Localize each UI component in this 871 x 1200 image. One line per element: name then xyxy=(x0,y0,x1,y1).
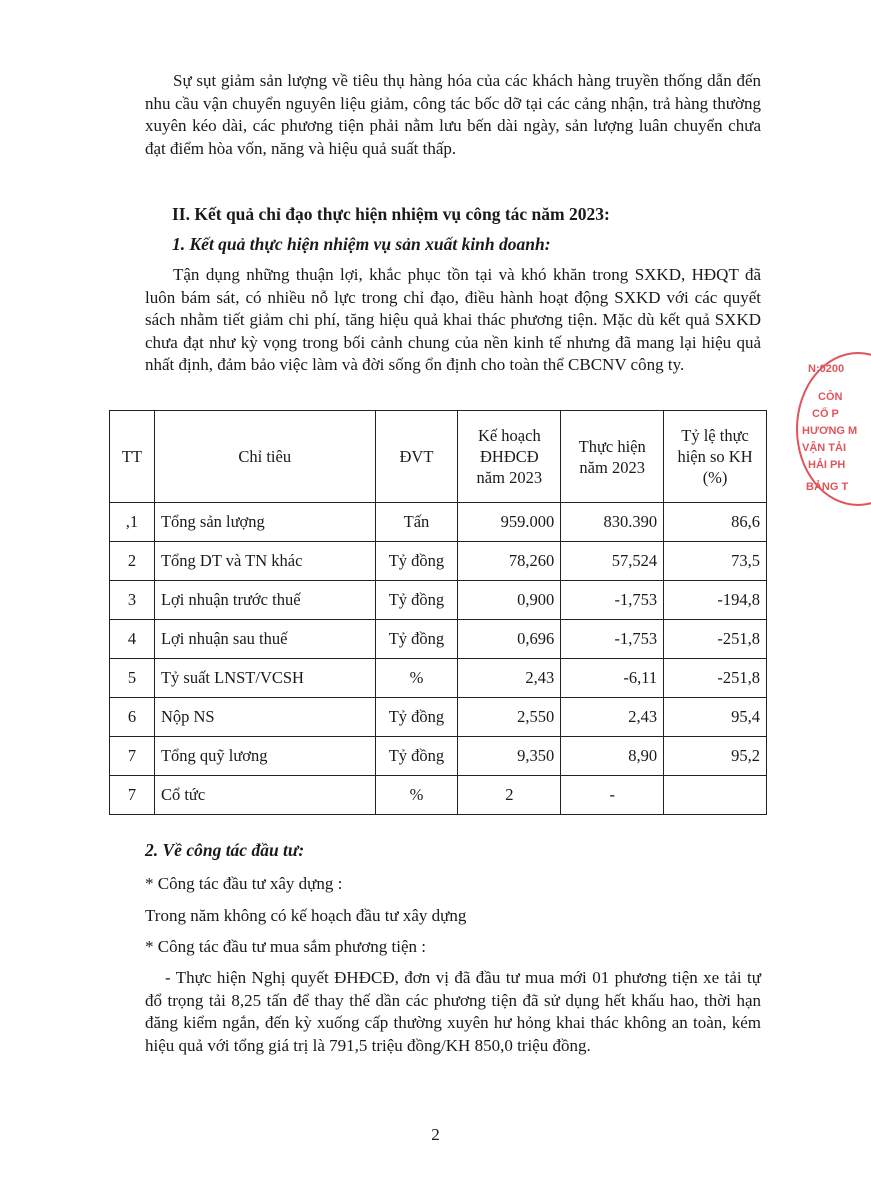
company-seal xyxy=(796,352,871,506)
header-tt: TT xyxy=(110,411,155,503)
seal-text: HƯƠNG M xyxy=(802,425,858,437)
row-indicator: Tỷ suất LNST/VCSH xyxy=(154,659,375,698)
row-actual-value: 830.390 xyxy=(561,503,664,542)
row-unit: % xyxy=(375,659,458,698)
row-number: 7 xyxy=(110,776,155,815)
row-actual-value: - xyxy=(561,776,664,815)
subsection-heading-investment: 2. Về công tác đầu tư: xyxy=(145,840,305,860)
row-number: 7 xyxy=(110,737,155,776)
row-plan-value: 2 xyxy=(458,776,561,815)
row-number: 4 xyxy=(110,620,155,659)
row-plan-value: 959.000 xyxy=(458,503,561,542)
table-header-row xyxy=(110,411,767,503)
row-unit: Tỷ đồng xyxy=(375,737,458,776)
row-unit: Tỷ đồng xyxy=(375,542,458,581)
row-indicator: Cổ tức xyxy=(154,776,375,815)
construction-investment-text: Trong năm không có kế hoạch đầu tư xây dựng xyxy=(145,906,467,925)
row-plan-value: 0,696 xyxy=(458,620,561,659)
investment-detail-paragraph: - Thực hiện Nghị quyết ĐHĐCĐ, đơn vị đã đầu tư mua mới 01 phương tiện xe tải tự đổ trọng tải 8,25 tấn để thay thế dần các phương tiện đã sử dụng hết khấu hao, thời hạn đăng kiểm ngắn, đến kỳ xuống cấp thường xuyên hư hỏng khai thác không an toàn, kém hiệu quả với tổng giá trị là 791,5 triệu đồng/KH 850,0 triệu đồng. xyxy=(145,968,761,1055)
row-number: 2 xyxy=(110,542,155,581)
row-unit: Tỷ đồng xyxy=(375,698,458,737)
row-actual-value: 57,524 xyxy=(561,542,664,581)
header-actual: Thực hiện năm 2023 xyxy=(561,411,664,503)
row-indicator: Tổng DT và TN khác xyxy=(154,542,375,581)
intro-paragraph: Sự sụt giảm sản lượng về tiêu thụ hàng hóa của các khách hàng truyền thống dẫn đến nhu cầu vận chuyển nguyên liệu giảm, công tác bốc dỡ tại các cảng nhận, trả hàng thường xuyên kéo dài, các phương tiện phải nằm lưu bến dài ngày, sản lượng luân chuyển chưa đạt điểm hòa vốn, năng và hiệu quả suất thấp. xyxy=(145,71,761,158)
row-plan-value: 2,43 xyxy=(458,659,561,698)
row-ratio-value: 86,6 xyxy=(664,503,767,542)
row-actual-value: -6,11 xyxy=(561,659,664,698)
row-indicator: Lợi nhuận trước thuế xyxy=(154,581,375,620)
seal-text: BẢNG T xyxy=(806,481,849,493)
table-row xyxy=(110,620,767,659)
row-ratio-value: 73,5 xyxy=(664,542,767,581)
row-plan-value: 2,550 xyxy=(458,698,561,737)
row-indicator: Tổng quỹ lương xyxy=(154,737,375,776)
row-plan-value: 0,900 xyxy=(458,581,561,620)
row-number: 6 xyxy=(110,698,155,737)
table-row xyxy=(110,776,767,815)
row-ratio-value: 95,2 xyxy=(664,737,767,776)
row-indicator: Lợi nhuận sau thuế xyxy=(154,620,375,659)
vehicle-investment-label: * Công tác đầu tư mua sắm phương tiện : xyxy=(145,937,426,956)
results-table xyxy=(109,410,767,815)
header-ratio: Tỷ lệ thực hiện so KH (%) xyxy=(664,411,767,503)
row-actual-value: -1,753 xyxy=(561,581,664,620)
row-plan-value: 9,350 xyxy=(458,737,561,776)
table-row xyxy=(110,659,767,698)
row-unit: Tỷ đồng xyxy=(375,581,458,620)
subsection-heading-business: 1. Kết quả thực hiện nhiệm vụ sản xuất kinh doanh: xyxy=(172,234,551,254)
row-unit: Tấn xyxy=(375,503,458,542)
row-number: 3 xyxy=(110,581,155,620)
row-unit: % xyxy=(375,776,458,815)
row-actual-value: -1,753 xyxy=(561,620,664,659)
construction-investment-label: * Công tác đầu tư xây dựng : xyxy=(145,874,343,893)
row-ratio-value: -194,8 xyxy=(664,581,767,620)
row-ratio-value: -251,8 xyxy=(664,620,767,659)
row-number: ,1 xyxy=(110,503,155,542)
table-row xyxy=(110,737,767,776)
row-number: 5 xyxy=(110,659,155,698)
seal-text: N:0200 xyxy=(808,363,845,375)
row-actual-value: 2,43 xyxy=(561,698,664,737)
seal-text: CÔN xyxy=(818,391,843,403)
row-ratio-value: 95,4 xyxy=(664,698,767,737)
table-row xyxy=(110,581,767,620)
row-ratio-value xyxy=(664,776,767,815)
summary-paragraph: Tận dụng những thuận lợi, khắc phục tồn tại và khó khăn trong SXKD, HĐQT đã luôn bám sát, có nhiều nỗ lực trong chỉ đạo, điều hành hoạt động SXKD với các quyết sách nhằm tiết giảm chi phí, tăng hiệu quả khai thác phương tiện. Mặc dù kết quả SXKD chưa đạt như kỳ vọng trong bối cảnh chung của nền kinh tế nhưng đã mang lại hiệu quả nhất định, đảm bảo việc làm và đời sống ổn định cho toàn thể CBCNV công ty. xyxy=(145,265,761,374)
section-heading: II. Kết quả chỉ đạo thực hiện nhiệm vụ công tác năm 2023: xyxy=(172,204,610,224)
row-unit: Tỷ đồng xyxy=(375,620,458,659)
row-indicator: Nộp NS xyxy=(154,698,375,737)
table-row xyxy=(110,542,767,581)
seal-text: CỔ P xyxy=(812,408,839,420)
row-actual-value: 8,90 xyxy=(561,737,664,776)
header-indicator: Chỉ tiêu xyxy=(154,411,375,503)
seal-text: HẢI PH xyxy=(808,459,846,471)
page-number: 2 xyxy=(431,1125,440,1144)
seal-text: VẬN TẢI xyxy=(802,442,846,454)
table-row xyxy=(110,698,767,737)
header-plan: Kế hoạch ĐHĐCĐ năm 2023 xyxy=(458,411,561,503)
table-row xyxy=(110,503,767,542)
row-indicator: Tổng sản lượng xyxy=(154,503,375,542)
row-plan-value: 78,260 xyxy=(458,542,561,581)
header-unit: ĐVT xyxy=(375,411,458,503)
row-ratio-value: -251,8 xyxy=(664,659,767,698)
